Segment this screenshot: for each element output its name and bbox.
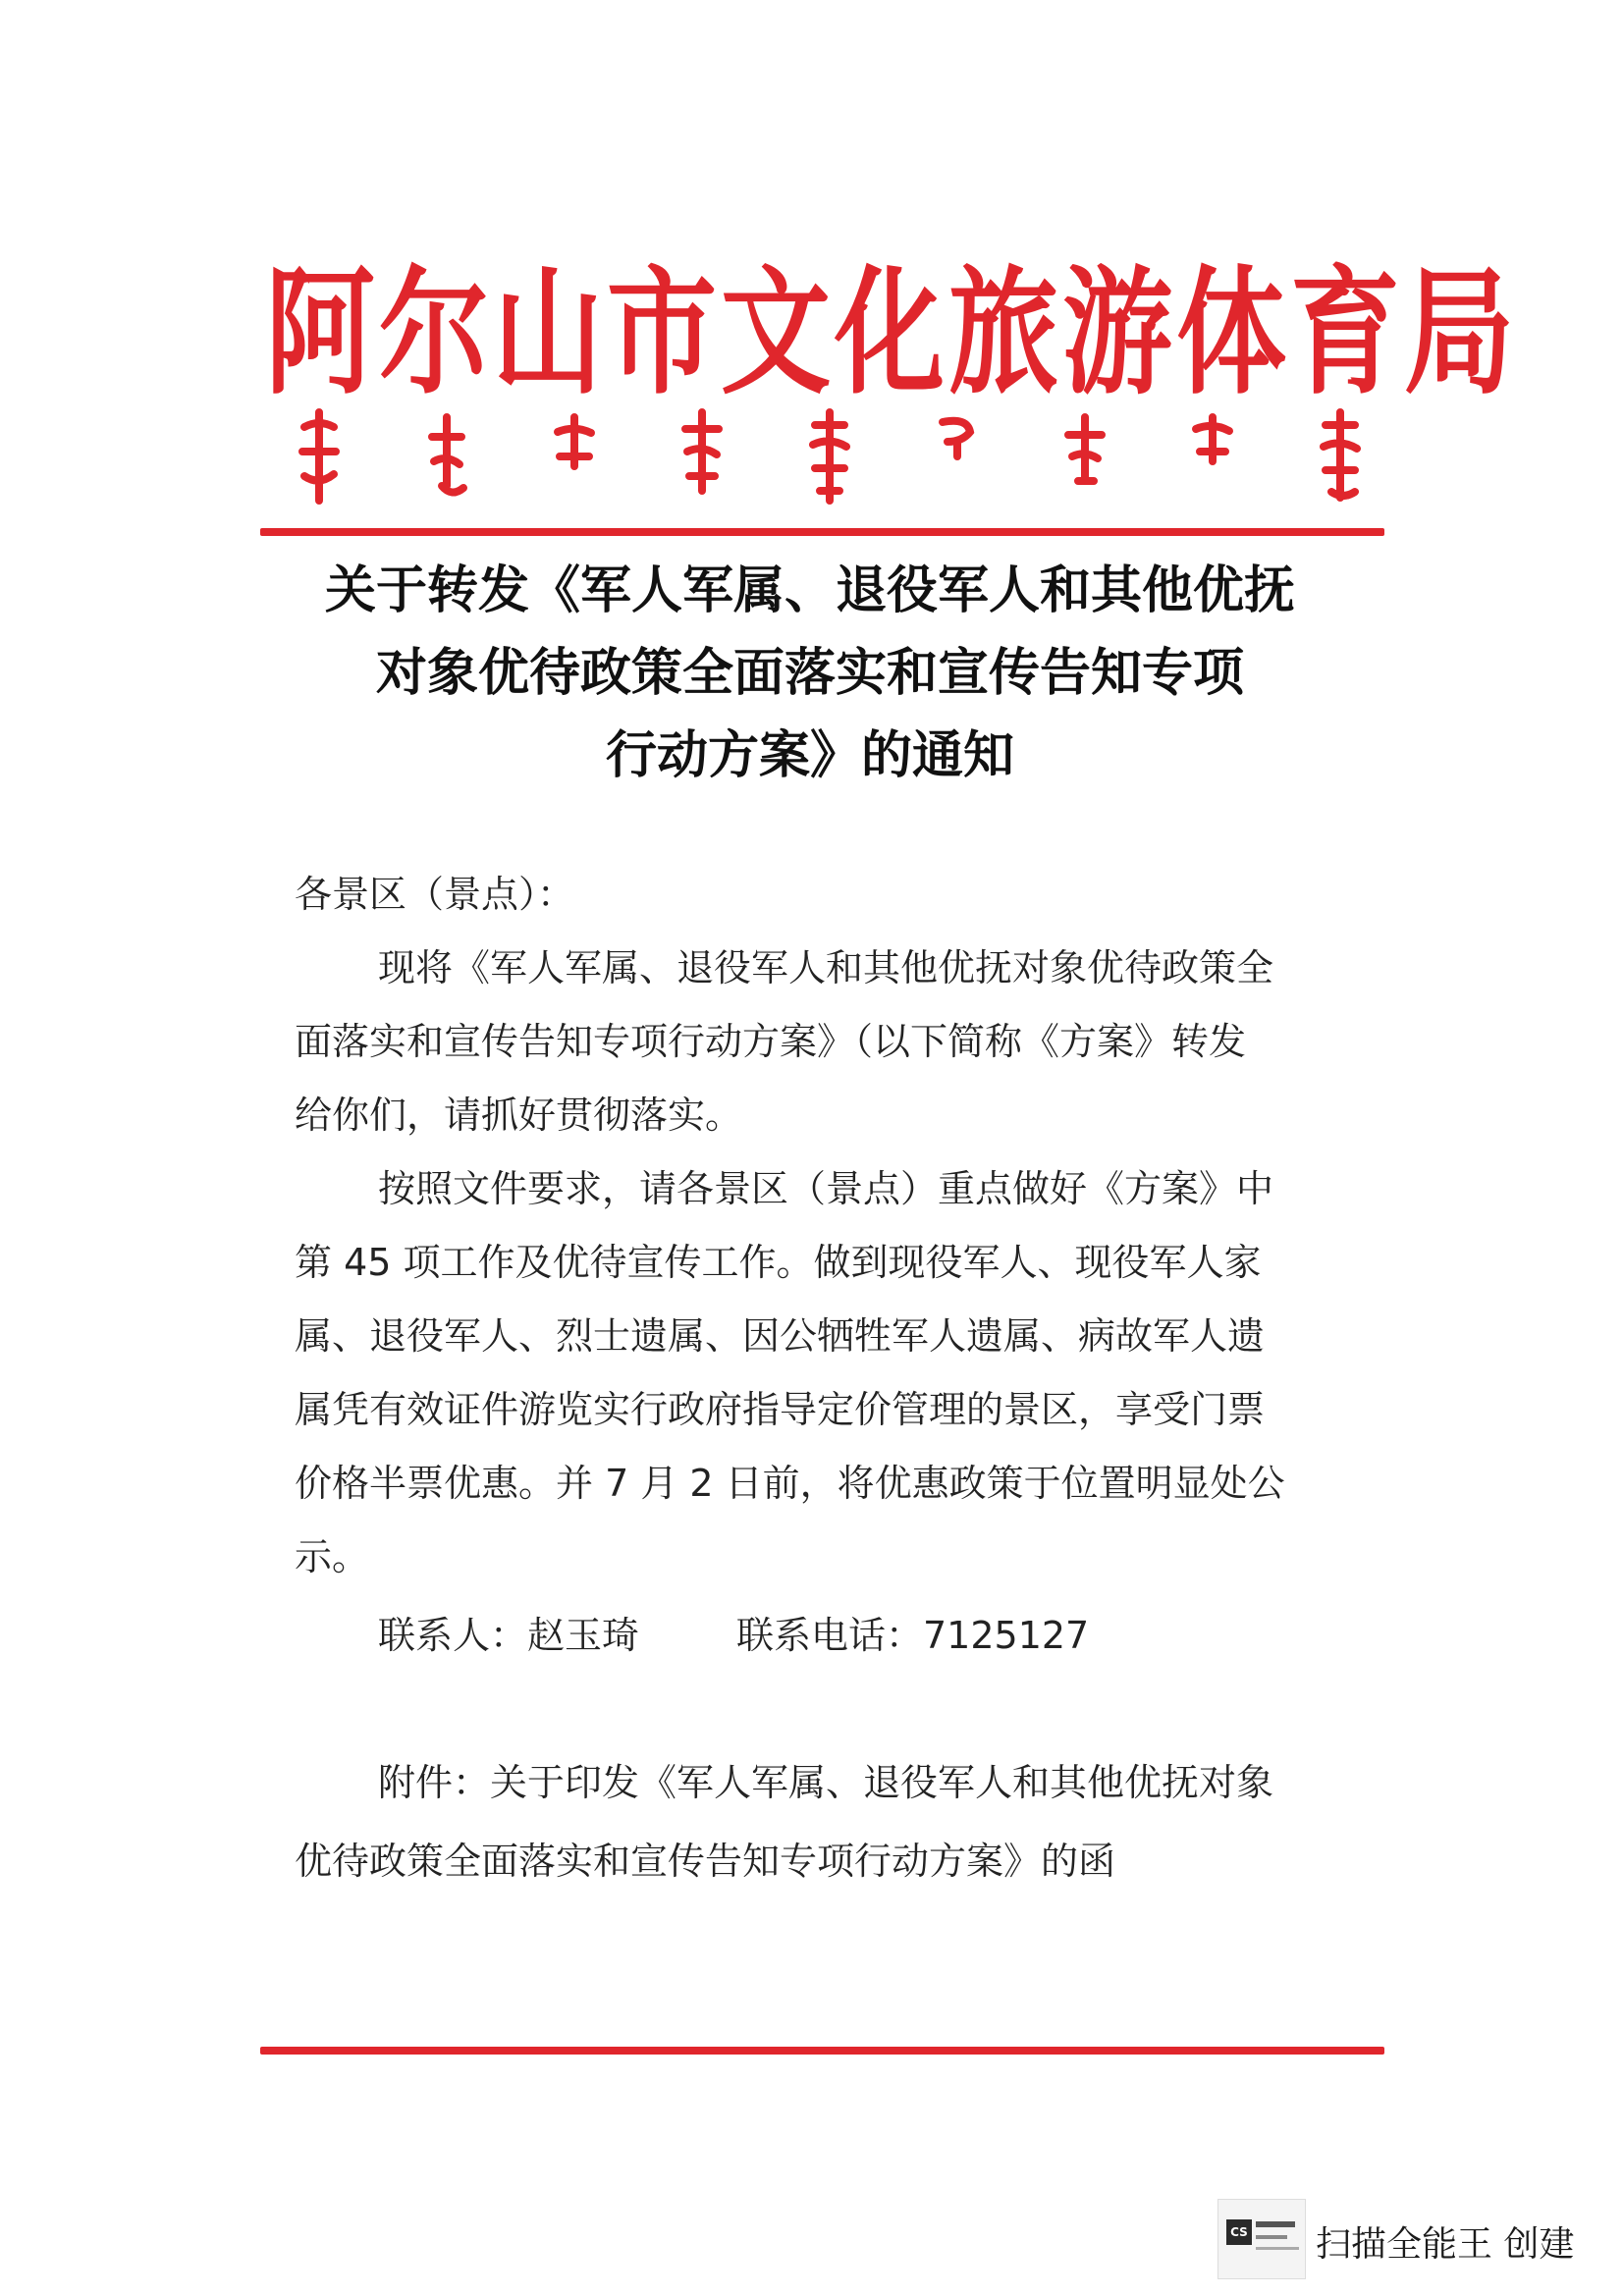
scanner-logo-icon	[1217, 2199, 1306, 2279]
scanner-watermark	[1217, 2199, 1610, 2277]
mongolian-glyph	[668, 407, 736, 506]
paragraph-2-line-1: 按照文件要求，请各景区（景点）重点做好《方案》中	[378, 1167, 1274, 1210]
mongolian-script-line	[285, 407, 1375, 506]
mongolian-glyph	[540, 407, 609, 506]
mongolian-glyph	[412, 407, 481, 506]
paragraph-2-line-2: 第 45 项工作及优待宣传工作。做到现役军人、现役军人家	[295, 1241, 1262, 1284]
title-line-3: 行动方案》的通知	[605, 725, 1014, 785]
scanner-watermark-text: 扫描全能王 创建	[1316, 2224, 1575, 2265]
paragraph-2-line-4: 属凭有效证件游览实行政府指导定价管理的景区，享受门票	[295, 1388, 1266, 1431]
attachment-line-1: 附件：关于印发《军人军属、退役军人和其他优抚对象	[378, 1761, 1274, 1804]
mongolian-glyph	[923, 407, 992, 506]
contact-phone: 联系电话：7125127	[736, 1614, 1090, 1657]
mongolian-glyph	[1178, 407, 1247, 506]
paragraph-2-line-3: 属、退役军人、烈士遗属、因公牺牲军人遗属、病故军人遗	[295, 1314, 1266, 1358]
paragraph-1-line-3: 给你们，请抓好贯彻落实。	[295, 1094, 743, 1137]
attachment-line-2: 优待政策全面落实和宣传告知专项行动方案》的函	[295, 1840, 1116, 1883]
mongolian-glyph	[1051, 407, 1119, 506]
title-line-2: 对象优待政策全面落实和宣传告知专项	[375, 643, 1244, 703]
mongolian-glyph	[795, 407, 864, 506]
header-divider-rule	[260, 528, 1384, 536]
salutation: 各景区（景点）：	[295, 873, 575, 916]
scanner-logo-label: CS	[1226, 2219, 1252, 2245]
title-line-1: 关于转发《军人军属、退役军人和其他优抚	[324, 561, 1295, 620]
contact-person: 联系人：赵玉琦	[378, 1614, 640, 1657]
mongolian-glyph	[1306, 407, 1375, 506]
paragraph-1-line-1: 现将《军人军属、退役军人和其他优抚对象优待政策全	[378, 946, 1274, 989]
document-title	[245, 550, 1375, 797]
org-name-header: 阿尔山市文化旅游体育局	[265, 252, 1518, 414]
footer-divider-rule	[260, 2047, 1384, 2055]
paragraph-2-line-5: 价格半票优惠。并 7 月 2 日前，将优惠政策于位置明显处公	[295, 1462, 1285, 1505]
paragraph-1-line-2: 面落实和宣传告知专项行动方案》（以下简称《方案》转发	[295, 1020, 1247, 1063]
mongolian-glyph	[285, 407, 353, 506]
paragraph-2-line-6: 示。	[295, 1535, 370, 1578]
